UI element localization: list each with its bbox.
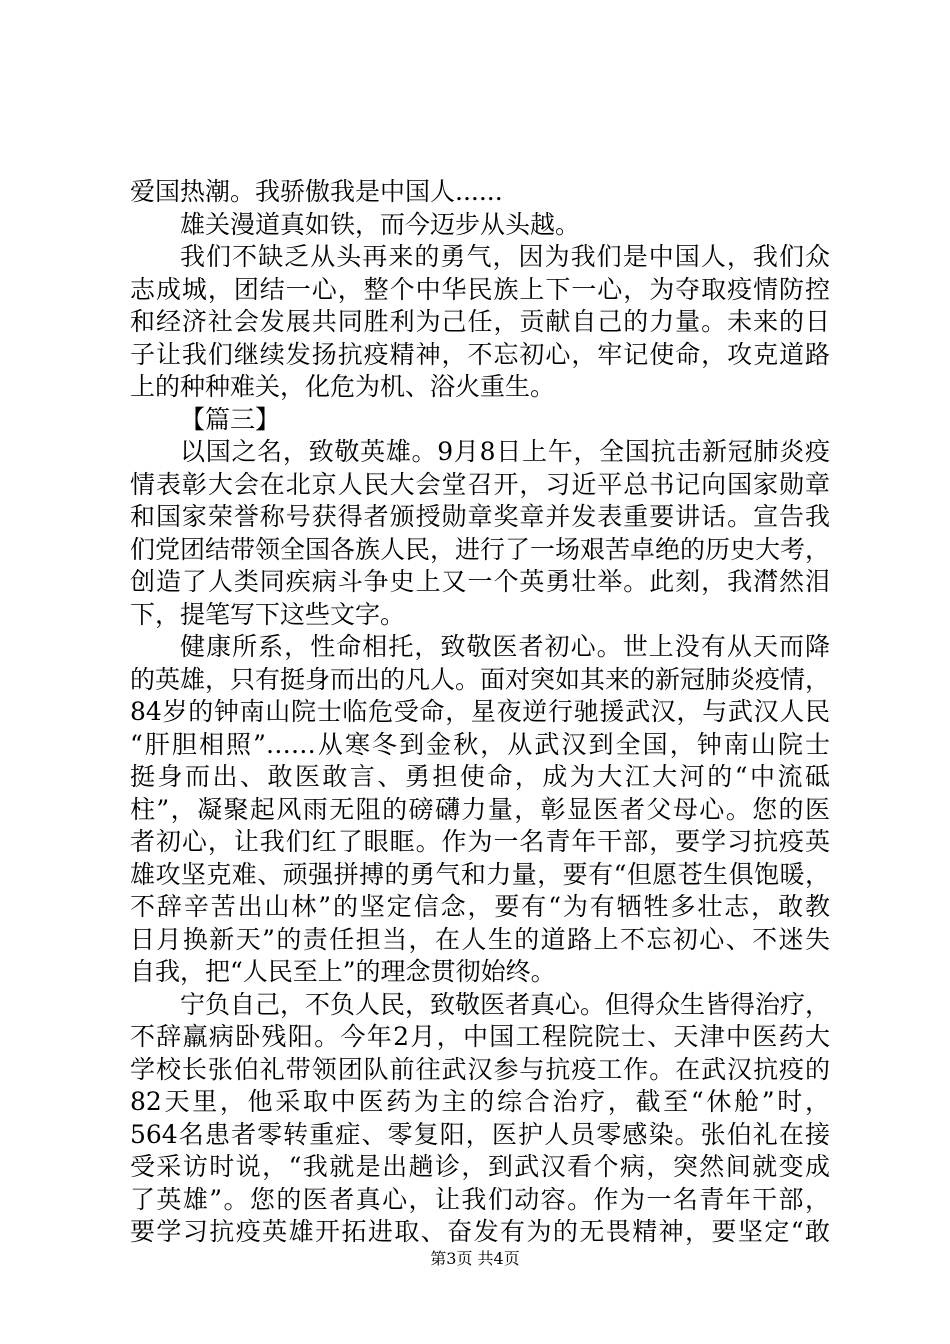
text-line: 挺身而出、敢医敢言、勇担使命，成为大江大河的“中流砥 [130, 762, 830, 791]
text-line: 雄攻坚克难、顽强拼搏的勇气和力量，要有“但愿苍生俱饱暖， [130, 859, 830, 889]
text-line: 上的种种难关，化危为机、浴火重生。 [130, 372, 556, 401]
text-line: 和国家荣誉称号获得者颁授勋章奖章并发表重要讲话。宣告我 [130, 502, 830, 531]
text-line: 受采访时说，“我就是出趟诊，到武汉看个病，突然间就变成 [130, 1152, 830, 1181]
text-line: 健康所系，性命相托，致敬医者初心。世上没有从天而降 [180, 632, 830, 661]
text-line: 82天里，他采取中医药为主的综合治疗，截至“休舱”时， [130, 1087, 830, 1116]
text-line: 了英雄”。您的医者真心，让我们动容。作为一名青年干部， [130, 1184, 830, 1214]
text-line: 宁负自己，不负人民，致敬医者真心。但得众生皆得治疗， [180, 989, 831, 1019]
text-line: 要学习抗疫英雄开拓进取、奋发有为的无畏精神，要坚定“敢 [130, 1217, 830, 1246]
text-line: 不辞辛苦出山林”的坚定信念，要有“为有牺牲多壮志，敢教 [130, 892, 830, 921]
text-line: 子让我们继续发扬抗疫精神，不忘初心，牢记使命，攻克道路 [130, 339, 830, 369]
page-number-footer: 第3页 共4页 [430, 1249, 520, 1268]
text-line: 不辞羸病卧残阳。今年2月，中国工程院院士、天津中医药大 [130, 1022, 830, 1051]
text-line: 雄关漫道真如铁，而今迈步从头越。 [180, 209, 581, 239]
text-line: 84岁的钟南山院士临危受命，星夜逆行驰援武汉，与武汉人民 [130, 697, 830, 726]
text-line: 学校长张伯礼带领团队前往武汉参与抗疫工作。在武汉抗疫的 [130, 1054, 830, 1084]
section-heading: 【篇三】 [180, 404, 281, 434]
text-line: 自我，把“人民至上”的理念贯彻始终。 [130, 957, 556, 986]
text-line: 下，提笔写下这些文字。 [130, 599, 406, 629]
text-line: 创造了人类同疾病斗争史上又一个英勇壮举。此刻，我潸然泪 [130, 567, 830, 596]
text-line: 以国之名，致敬英雄。9月8日上午，全国抗击新冠肺炎疫 [180, 437, 830, 466]
text-line: “肝胆相照”……从寒冬到金秋，从武汉到全国，钟南山院士 [130, 729, 830, 759]
text-line: 564名患者零转重症、零复阳，医护人员零感染。张伯礼在接 [130, 1119, 830, 1149]
text-line: 我们不缺乏从头再来的勇气，因为我们是中国人，我们众 [180, 242, 830, 271]
text-line: 们党团结带领全国各族人民，进行了一场艰苦卓绝的历史大考， [130, 534, 831, 564]
text-line: 的英雄，只有挺身而出的凡人。面对突如其来的新冠肺炎疫情， [130, 664, 831, 694]
text-line: 者初心，让我们红了眼眶。作为一名青年干部，要学习抗疫英 [130, 827, 830, 856]
text-line: 日月换新天”的责任担当，在人生的道路上不忘初心、不迷失 [130, 924, 830, 954]
text-line: 和经济社会发展共同胜利为己任，贡献自己的力量。未来的日 [130, 307, 830, 336]
text-line: 爱国热潮。我骄傲我是中国人...... [130, 177, 503, 206]
text-line: 情表彰大会在北京人民大会堂召开，习近平总书记向国家勋章 [130, 469, 830, 499]
text-line: 志成城，团结一心，整个中华民族上下一心，为夺取疫情防控 [130, 274, 830, 304]
document-body [130, 176, 830, 1249]
text-line: 柱”，凝聚起风雨无阻的磅礴力量，彰显医者父母心。您的医 [130, 794, 830, 824]
